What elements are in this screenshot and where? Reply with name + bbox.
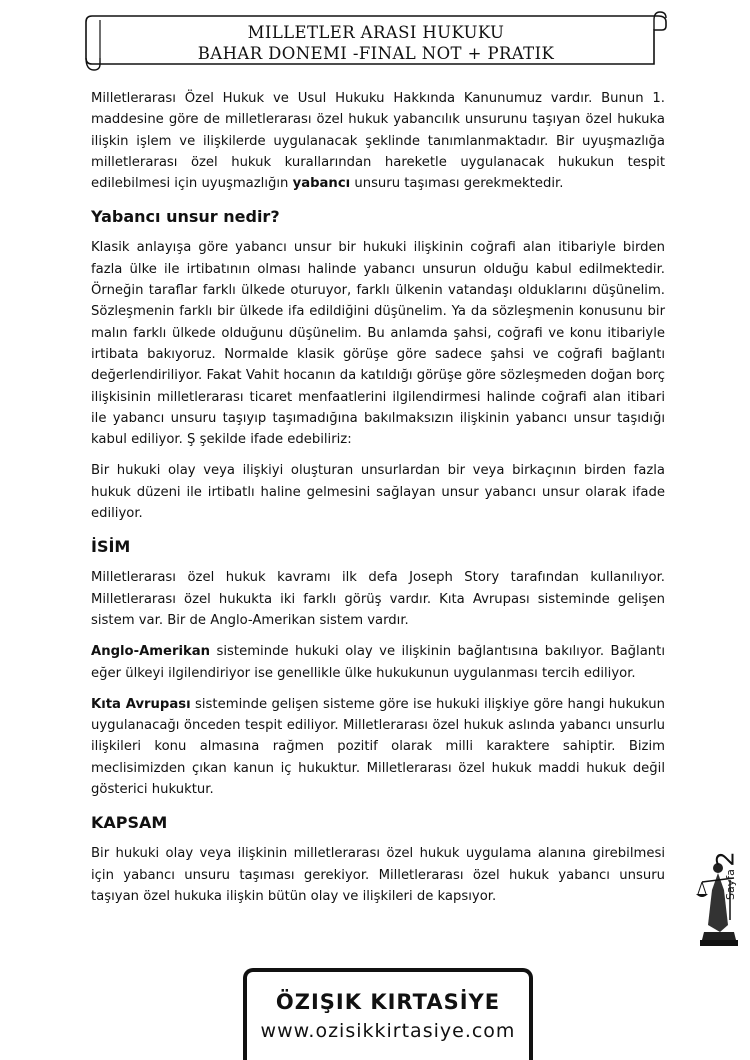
header-title: MILLETLER ARASI HUKUKU bbox=[247, 23, 505, 42]
paragraph-text: sisteminde gelişen sisteme göre ise hukuki ilişkiye göre hangi hukukun uygulanacağı önceden tespit ediliyor. Milletlerarası özel hukuk aslında yabancı unsurlu ilişkileri konu almasına rağmen pozitif olarak milli karaktere sahiptir. Bizim meclisimizden çıkan kanun iç hukuktur. Milletlerarası özel hukuk maddi hukuk değil gösterici hukuktur. bbox=[91, 696, 665, 798]
paragraph: Klasik anlayışa göre yabancı unsur bir hukuki ilişkinin coğrafi alan itibariyle birden fazla ülke ile irtibatının olması halinde yabancı unsurun olduğu kabul edilmektedir. Örneğin taraflar farklı ülkede oturuyor, farklı ülkenin vatandaşı olduklarını düşünelim. Sözleşmenin farklı bir ülkede ifa edildiğini düşünelim. Ya da sözleşmenin konusunu bir malın farklı ülkede olduğunu düşünelim. Bu anlamda şahsi, coğrafi ve konu itibariyle irtibata bakıyoruz. Normalde klasik görüşe göre sadece şahsi ve coğrafi bağlantı değerlendiriliyor. Fakat Vahit hocanın da katıldığı görüşe göre sözleşmeden doğan borç ilişkisinin milletlerarası ticaret menfaatlerini ilgilendirmesi halinde coğrafi alan itibari ile yabancı unsuru taşıyıp taşımadığına bakılmaksızın ilişkinin yabancı unsur taşıdığı kabul ediliyor. Ş şekilde ifade edebiliriz: bbox=[91, 240, 665, 448]
paragraph: Milletlerarası özel hukuk kavramı ilk defa Joseph Story tarafından kullanılıyor. Milletlerarası özel hukukta iki farklı görüş vardır. Kıta Avrupası sisteminde gelişen sistem var. Bir de Anglo-Amerikan sistem vardır. bbox=[91, 570, 665, 628]
paragraph bbox=[91, 641, 665, 684]
header-banner bbox=[78, 8, 670, 72]
intro-bold-term: yabancı bbox=[292, 176, 351, 192]
paragraph: Bir hukuki olay veya ilişkiyi oluşturan unsurlardan bir veya birkaçının birden fazla hukuk düzeni ile irtibatlı haline gelmesini sağlayan unsur yabancı unsur olarak ifade ediliyor. bbox=[91, 463, 665, 522]
bold-term: Kıta Avrupası bbox=[91, 696, 191, 712]
page-number: 2 bbox=[711, 851, 740, 867]
intro-text: Milletlerarası Özel Hukuk ve Usul Hukuku Hakkında Kanunumuz vardır. Bunun 1. maddesine göre de milletlerarası özel hukuk yabancılık unsurunu taşıyan özel hukuka ilişkin işlem ve ilişkilerde uygulanacak şeklinde tanımlanmaktadır. Bir uyuşmazlığa milletlerarası özel hukuk kurallarından hareketle uygulanacak hukukun tespit edilebilmesi için uyuşmazlığın bbox=[91, 91, 665, 192]
footer-brand: ÖZIŞIK KIRTASİYE bbox=[275, 990, 501, 1014]
section-heading-foreign-element: Yabancı unsur nedir? bbox=[91, 207, 280, 227]
intro-text-end: unsuru taşıması gerekmektedir. bbox=[350, 176, 564, 192]
section-heading-scope: KAPSAM bbox=[91, 813, 168, 833]
lady-justice-icon bbox=[690, 850, 750, 970]
paragraph bbox=[91, 694, 665, 800]
page-label: Sayfa bbox=[724, 869, 737, 900]
paragraph-text: sisteminde hukuki olay ve ilişkinin bağlantısına bakılıyor. Bağlantı eğer ülkeyi ilgilendiriyor ise genellikle ülke hukukunun uygulanması tercih ediliyor. bbox=[91, 644, 665, 681]
section-heading-name: İSİM bbox=[91, 537, 131, 557]
bold-term: Anglo-Amerikan bbox=[91, 644, 211, 660]
footer-box bbox=[243, 968, 533, 1060]
footer-url: www.ozisikkirtasiye.com bbox=[260, 1020, 516, 1042]
intro-paragraph bbox=[91, 88, 665, 194]
document-body bbox=[91, 88, 665, 917]
paragraph: Bir hukuki olay veya ilişkinin milletlerarası özel hukuk uygulama alanına girebilmesi için yabancı unsuru taşıması gerekiyor. Milletlerarası özel hukuk yabancı unsuru taşıyan özel hukuka ilişkin bütün olay ve ilişkileri de kapsıyor. bbox=[91, 846, 665, 904]
header-subtitle: BAHAR DONEMI -FINAL NOT + PRATIK bbox=[197, 44, 555, 63]
